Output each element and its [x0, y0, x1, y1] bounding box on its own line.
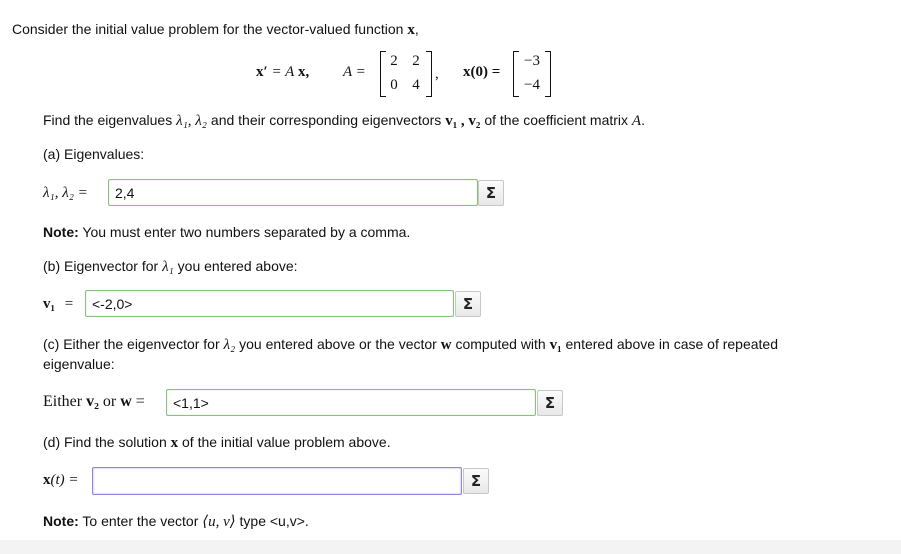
eigenvector-1-label: v₁ = — [43, 296, 74, 312]
ode-equation — [256, 64, 309, 81]
solution-input[interactable] — [92, 467, 462, 495]
equation-comma: , — [435, 66, 439, 82]
intro-variable: x — [407, 22, 415, 38]
eigenvalues-input[interactable] — [108, 179, 478, 206]
solution-sigma-button[interactable]: Σ — [463, 468, 489, 494]
part-c-heading-line2: eigenvalue: — [43, 356, 115, 372]
problem-intro — [12, 21, 419, 39]
matrix-a-cell: 4 — [412, 77, 420, 93]
ode-x: x, — [297, 64, 310, 80]
note-vector-format: Note: To enter the vector ⟨u, v⟩ type <u,v>. — [43, 513, 309, 530]
eigenvector-2-sigma-button[interactable]: Σ — [537, 390, 563, 416]
instructions: Find the eigenvalues λ₁, λ₂ and their corresponding eigenvectors v₁ , v₂ of the coefficient matrix A. — [43, 112, 645, 129]
matrix-a-cell: 2 — [412, 53, 420, 69]
part-d-heading: (d) Find the solution x of the initial value problem above. — [43, 434, 391, 451]
part-a-heading: (a) Eigenvalues: — [43, 146, 145, 162]
eigenvalues-label: λ₁, λ₂ = — [43, 185, 88, 201]
ic-vector-cell: −3 — [524, 53, 540, 69]
intro-end: , — [414, 21, 419, 37]
intro-text: Consider the initial value problem for the vector-valued function — [12, 21, 404, 37]
matrix-a-cell: 2 — [390, 53, 398, 69]
vector-symbols: v₁ , v₂ — [445, 113, 481, 129]
initial-condition-vector — [513, 51, 551, 97]
lambda-symbols: λ₁, λ₂ — [176, 113, 208, 129]
ode-lhs: x′ — [256, 64, 268, 80]
matrix-a-cell: 0 — [390, 77, 398, 93]
part-b-heading: (b) Eigenvector for λ₁ you entered above: — [43, 258, 298, 275]
matrix-a-label: A = — [343, 64, 366, 80]
ic-vector-cell: −4 — [524, 77, 540, 93]
either-v2-or-w-label: Either v₂ or w = — [43, 393, 145, 410]
page-bottom-bar — [0, 540, 901, 554]
eigenvector-1-input[interactable] — [85, 290, 454, 317]
eigenvector-1-sigma-button[interactable]: Σ — [455, 291, 481, 317]
part-c-heading: (c) Either the eigenvector for λ₂ you entered above or the vector w computed with v₁ entered above in case of repeated — [43, 336, 779, 353]
matrix-a — [380, 51, 432, 97]
ode-eq: = A — [271, 64, 295, 80]
initial-condition-label: x(0) = — [463, 64, 501, 80]
eigenvector-2-input[interactable] — [166, 389, 536, 416]
solution-label: x(t) = — [43, 472, 79, 488]
eigenvalues-sigma-button[interactable]: Σ — [478, 180, 504, 206]
note-separator: Note: You must enter two numbers separated by a comma. — [43, 224, 411, 240]
